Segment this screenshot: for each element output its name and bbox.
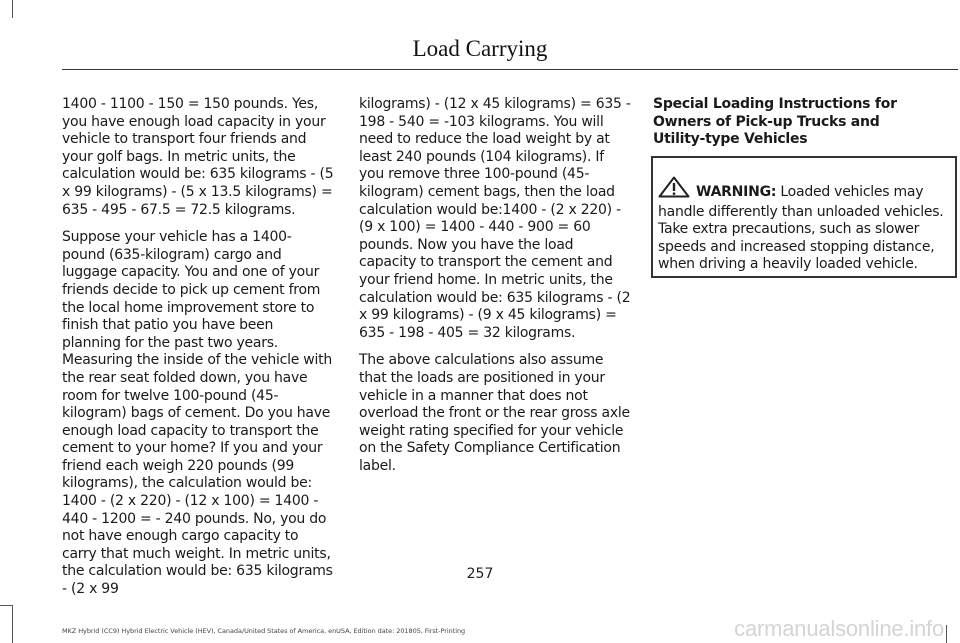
crop-mark-top-left: [12, 0, 13, 18]
warning-box: [651, 156, 957, 278]
warning-triangle-icon: [658, 176, 690, 204]
crop-mark-bottom-left-h: [0, 605, 13, 606]
page-number: 257: [466, 566, 494, 582]
paragraph: The above calculations also assume that the loads are positioned in your vehicle in a manner that does not overload the front or the rear gross axle weight rating specified for your vehicle on the Safety Compliance Certification label.: [359, 352, 630, 474]
warning-text: Loaded vehicles may handle differently than unloaded vehicles. Take extra precautions, such as slower speeds and increased stopping distance, when driving a heavily loaded vehicle.: [658, 184, 944, 273]
paragraph: Suppose your vehicle has a 1400-pound (635-kilogram) cargo and luggage capacity. You and one of your friends decide to pick up cement from the local home improvement store to finish that patio you have been planning for the past two years. Measuring the inside of the vehicle with the rear seat folded down, you have room for twelve 100-pound (45-kilogram) bags of cement. Do you have enough load capacity to transport the cement to your home? If you and your friend each weigh 220 pounds (99 kilograms), the calculation would be: 1400 - (2 x 220) - (12 x 100) = 1400 - 440 - 1200 = - 240 pounds. No, you do not have enough cargo capacity to carry that much weight. In metric units, the calculation would be: 635 kilograms - (2 x 99: [62, 229, 333, 598]
text-column-1: [62, 96, 334, 609]
crop-mark-bottom-right-v: [946, 625, 947, 643]
crop-mark-bottom-left-v: [12, 605, 13, 643]
edition-footer: MKZ Hybrid (CC9) Hybrid Electric Vehicle (HEV), Canada/United States of America, enUSA, Edition date: 201805, First-Printing: [62, 627, 466, 635]
paragraph: 1400 - 1100 - 150 = 150 pounds. Yes, you have enough load capacity in your vehicle to transport four friends and your golf bags. In metric units, the calculation would be: 635 kilograms - (5 x 99 kilograms) - (5 x 13.5 kilograms) = 635 - 495 - 67.5 = 72.5 kilograms.: [62, 96, 334, 218]
text-column-3: [653, 96, 925, 159]
watermark: carmanualsonline.info: [734, 616, 944, 641]
paragraph: kilograms) - (12 x 45 kilograms) = 635 - 198 - 540 = -103 kilograms. You will need to reduce the load weight by at least 240 pounds (104 kilograms). If you remove three 100-pound (45-kilogram) cement bags, then the load calculation would be:1400 - (2 x 220) - (9 x 100) = 1400 - 440 - 900 = 60 pounds. Now you have the load capacity to transport the cement and your friend home. In metric units, the calculation would be: 635 kilograms - (2 x 99 kilograms) - (9 x 45 kilograms) = 635 - 198 - 405 = 32 kilograms.: [359, 96, 631, 341]
page-section-title: Load Carrying: [412, 36, 548, 61]
section-subheading: Special Loading Instructions for Owners of Pick-up Trucks and Utility-type Vehicles: [653, 96, 897, 148]
warning-label: WARNING:: [696, 184, 777, 200]
text-column-2: [359, 96, 631, 485]
header-divider: [62, 69, 958, 70]
